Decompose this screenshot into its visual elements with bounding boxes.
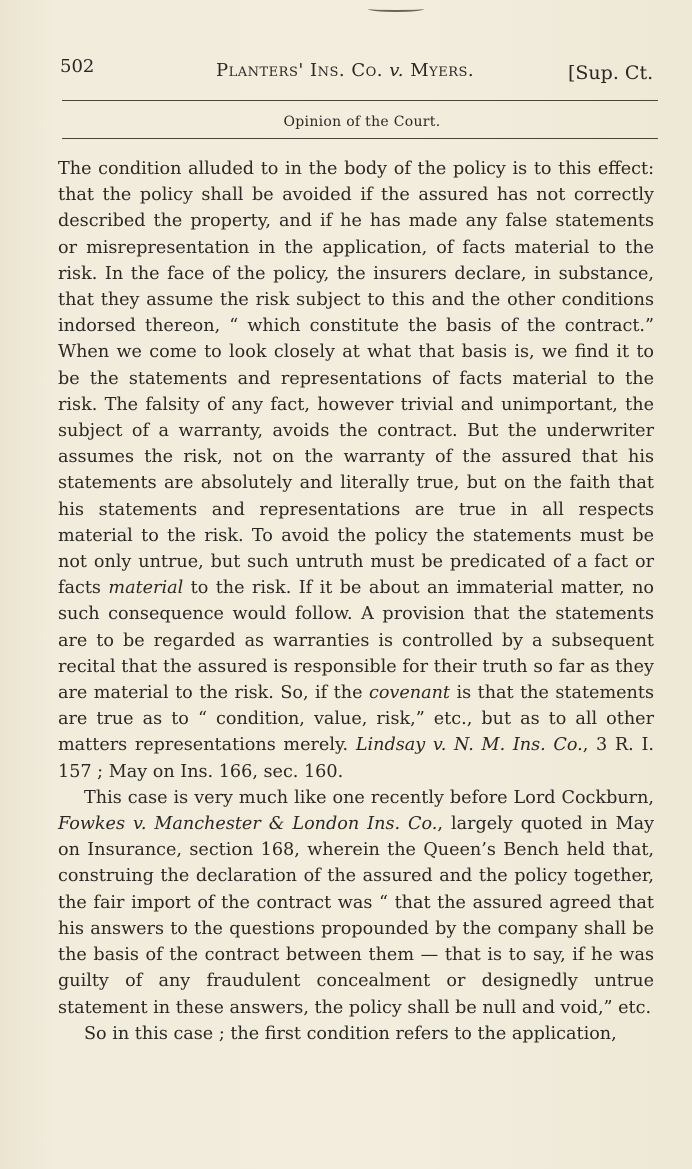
court-label: [Sup. Ct. [568, 62, 654, 84]
section-subheading-text: Opinion of the Court. [283, 114, 441, 130]
paragraph-3 [58, 1021, 654, 1047]
header-rule-bottom [62, 138, 658, 139]
running-title-part1: Planters' Ins. Co. [216, 60, 390, 81]
case-citation-fowkes: Fowkes v. Manchester & London Ins. Co. [58, 814, 438, 835]
paragraph-1-text-b: to the risk. If it be about an immaterial matter, no such consequence would follow. A provision that the statements are to be regarded as warranties is controlled by a subsequent recital that the assured is responsible for their truth so far as they are material to the risk. So, if the [58, 578, 654, 704]
paragraph-1-text-c: is that the statements are true as to “ condition, value, risk,” etc., but as to all other matters representations merely. [58, 683, 654, 756]
page-top-mark [368, 6, 424, 12]
section-subheading [0, 114, 692, 130]
case-citation-lindsay: Lindsay v. N. M. Ins. Co. [355, 735, 583, 756]
page-header [0, 52, 692, 92]
running-title-v: v. [389, 60, 405, 81]
paragraph-3-text: So in this case ; the first condition refers to the application, [84, 1023, 617, 1044]
header-rule-top [62, 100, 658, 101]
paragraph-2-text-a: This case is very much like one recently before Lord Cockburn, [84, 787, 654, 808]
paragraph-1 [58, 156, 654, 785]
running-title-part2: Myers. [404, 60, 475, 81]
paragraph-1-italic-covenant: covenant [368, 683, 451, 704]
page-number: 502 [60, 56, 95, 77]
paragraph-1-text-d: , 3 R. I. 157 ; May on Ins. 166, sec. 160. [58, 735, 654, 782]
paragraph-2 [58, 785, 654, 1021]
paragraph-2-text-b: , largely quoted in May on Insurance, section 168, wherein the Queen’s Bench held that, construing the declaration of the assured and the policy together, the fair import of the contract was “ that the assured agreed that his answers to the questions propounded by the company shall be the basis of the contract between them — that is to say, if he was guilty of any fraudulent concealment or designedly untrue statement in these answers, the policy shall be null and void,” etc. [58, 814, 655, 1018]
opinion-body [58, 156, 654, 1047]
running-title [216, 60, 474, 81]
paragraph-1-text-a: The condition alluded to in the body of the policy is to this effect: that the policy shall be avoided if the assured has not correctly described the property, and if he has made any false statements or misrepresentation in the application, of facts material to the risk. In the face of the policy, the insurers declare, in substance, that they assume the risk subject to this and the other conditions indorsed thereon, “ which constitute the basis of the contract.” When we come to look closely at what that basis is, we find it to be the statements and representations of facts material to the risk. The falsity of any fact, however trivial and unimportant, the subject of a warranty, avoids the contract. But the underwriter assumes the risk, not on the warranty of the assured that his statements are absolutely and literally true, but on the faith that his statements and representations are true in all respects material to the risk. To avoid the policy the statements must be not only untrue, but such untruth must be predicated of a fact or facts [58, 159, 654, 599]
paragraph-1-italic-material: material [108, 578, 184, 599]
